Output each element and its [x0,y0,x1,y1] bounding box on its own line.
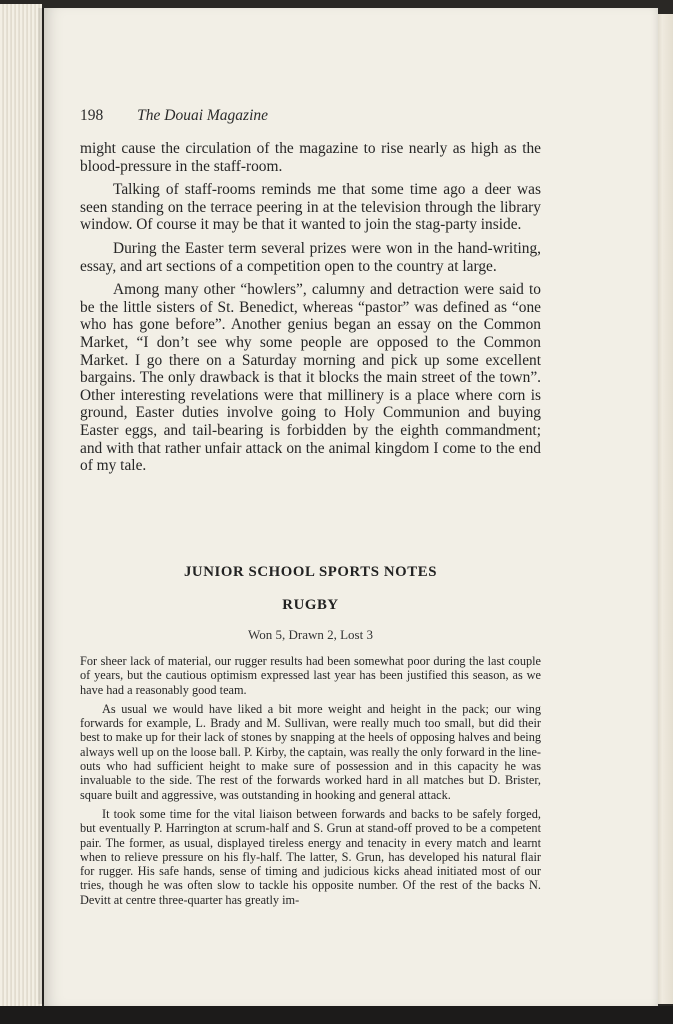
running-title: The Douai Magazine [137,107,269,124]
article-body [80,140,541,481]
section-subheading: RUGBY [282,597,339,613]
article-paragraph: might cause the circulation of the magazine to rise nearly as high as the blood-pressure in the staff-room. [80,140,541,175]
sports-paragraph: For sheer lack of material, our rugger results had been somewhat poor during the last couple of years, but the cautious optimism expressed last year has been justified this season, as we have had a reasonably good team. [80,654,541,697]
sports-paragraph: It took some time for the vital liaison between forwards and backs to be safely forged, but eventually P. Harrington at scrum-half and S. Grun at stand-off proved to be a competent pair. The former, as usual, displayed tireless energy and tenacity in every match and learnt when to relieve pressure on his fly-half. The latter, S. Grun, has developed his natural flair for rugger. His safe hands, sense of timing and judicious kicks ahead initiated most of our tries, though he was often slow to tackle his opposite number. Of the rest of the backs N. Devitt at centre three-quarter has greatly im- [80,806,541,907]
sports-body [80,654,541,912]
page-stack-edges [0,4,42,1010]
article-paragraph: Among many other “howlers”, calumny and detraction were said to be the little sisters of St. Benedict, whereas “pastor” was defined as “one who has gone before”. Another genius began an essay on the Common Market, “I don’t see why some people are opposed to the Common Market. I go there on a Saturday morning and pick up some excellent bargains. The only drawback is that it blocks the main street of the town”. Other interesting revelations were that millinery is a place where corn is ground, Easter duties involve going to Holy Communion and buying Easter eggs, and tail-bearing is forbidden by the eighth commandment; and with that rather unfair attack on the animal kingdom I come to the end of my tale. [80,281,541,475]
running-header [80,107,268,125]
article-paragraph: During the Easter term several prizes were won in the hand-writing, essay, and art sections of a competition open to the country at large. [80,239,541,275]
season-record: Won 5, Drawn 2, Lost 3 [248,627,373,642]
background-strip [0,1006,673,1024]
article-paragraph: Talking of staff-rooms reminds me that some time ago a deer was seen standing on the terrace peering in at the television through the library window. Of course it may be that it wanted to join the stag-party inside. [80,181,541,234]
sports-paragraph: As usual we would have liked a bit more weight and height in the pack; our wing forwards for example, L. Brady and M. Sullivan, were really much too small, but did their best to make up for their lack of stones by snapping at the heels of opposing halves and being always well up on the loose ball. P. Kirby, the captain, was really the only forward in the line-outs who had sufficient height to make sure of possession and in this capacity he was invaluable to the side. The rest of the forwards worked hard in all matches but D. Brister, square built and aggressive, was outstanding in hooking and general attack. [80,701,541,802]
page-number: 198 [80,107,104,124]
section-heading: JUNIOR SCHOOL SPORTS NOTES [183,564,438,580]
